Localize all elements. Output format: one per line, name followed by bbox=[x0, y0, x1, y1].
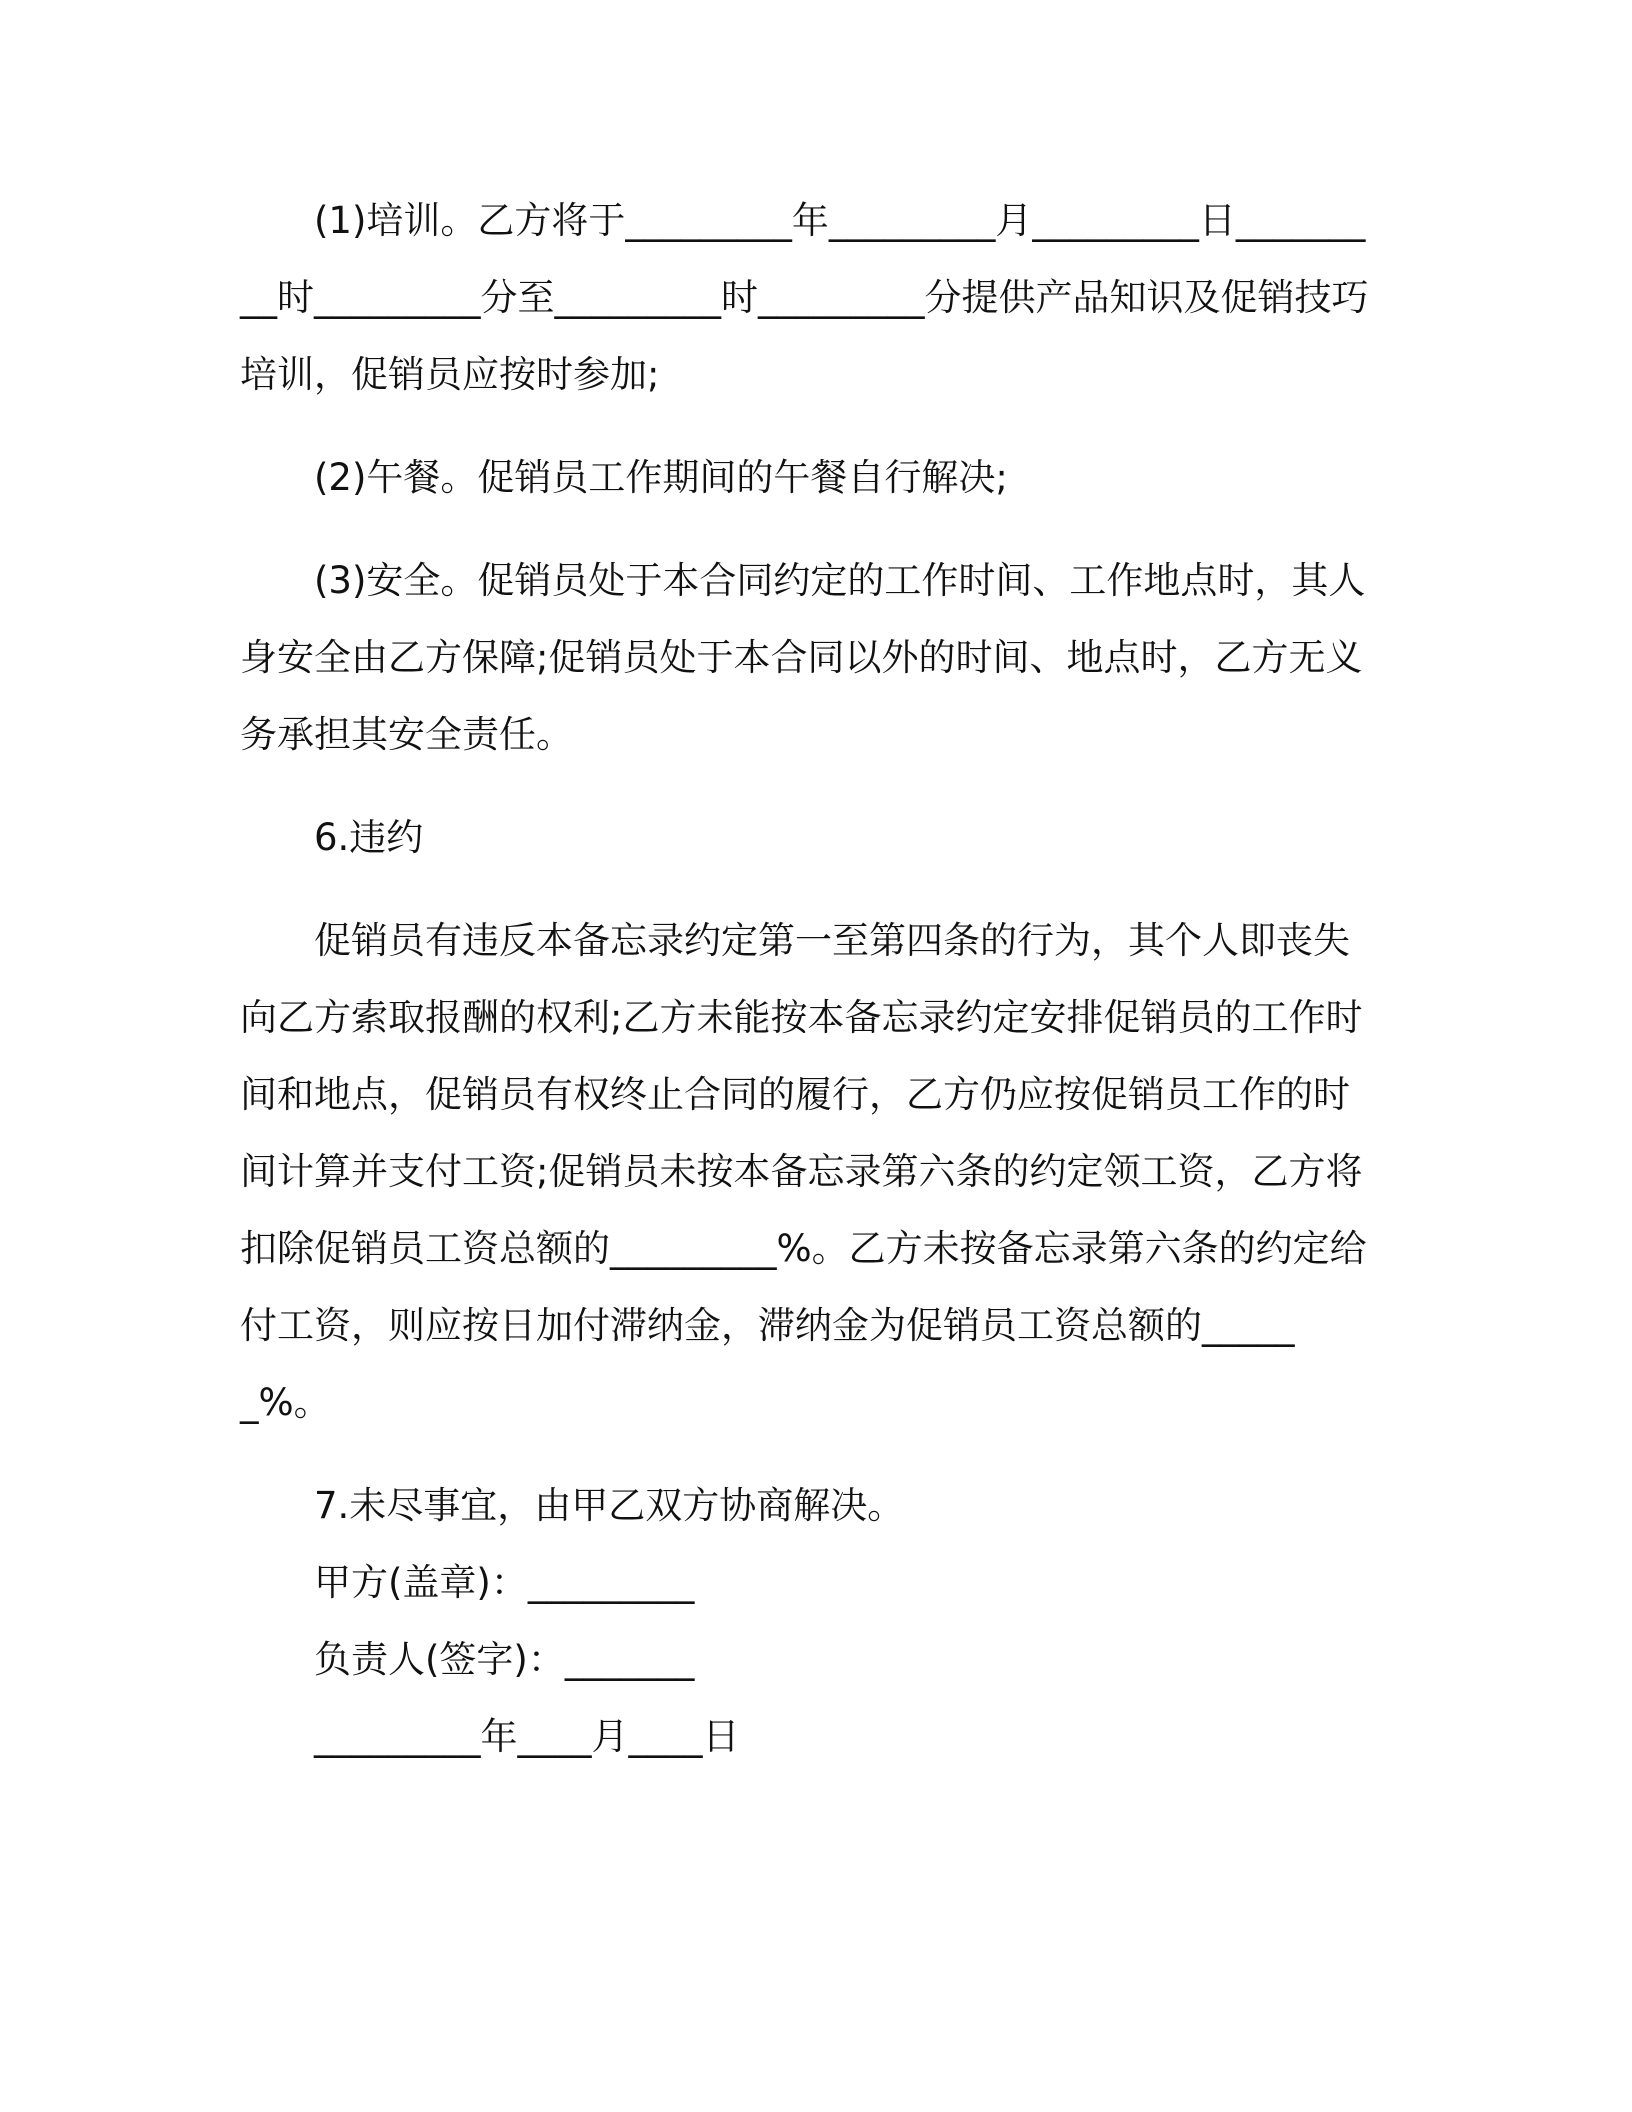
clause-safety: (3)安全。促销员处于本合同约定的工作时间、工作地点时，其人身安全由乙方保障;促销员处于本合同以外的时间、地点时，乙方无义务承担其安全责任。 bbox=[240, 559, 1366, 756]
clause-training: (1)培训。乙方将于_________年_________月_________日_________时_________分至_________时_________分提供产品知识及促销技巧培训，促销员应按时参加; bbox=[240, 199, 1369, 396]
clause-breach: 促销员有违反本备忘录约定第一至第四条的行为，其个人即丧失向乙方索取报酬的权利;乙方未能按本备忘录约定安排促销员的工作时间和地点，促销员有权终止合同的履行，乙方仍应按促销员工作的时间计算并支付工资;促销员未按本备忘录第六条的约定领工资，乙方将扣除促销员工资总额的_________%。乙方未按备忘录第六条的约定给付工资，则应按日加付滞纳金，滞纳金为促销员工资总额的______%。 bbox=[240, 919, 1367, 1424]
section-heading-breach: 6.违约 bbox=[314, 816, 424, 859]
document-page bbox=[240, 182, 1380, 1775]
responsible-signature-line: 负责人(签字)：_______ bbox=[314, 1638, 695, 1681]
clause-lunch: (2)午餐。促销员工作期间的午餐自行解决; bbox=[314, 456, 1008, 499]
clause-other-matters: 7.未尽事宜，由甲乙双方协商解决。 bbox=[314, 1484, 905, 1527]
date-line: _________年____月____日 bbox=[314, 1715, 740, 1758]
party-a-seal-line: 甲方(盖章)：_________ bbox=[314, 1561, 695, 1604]
